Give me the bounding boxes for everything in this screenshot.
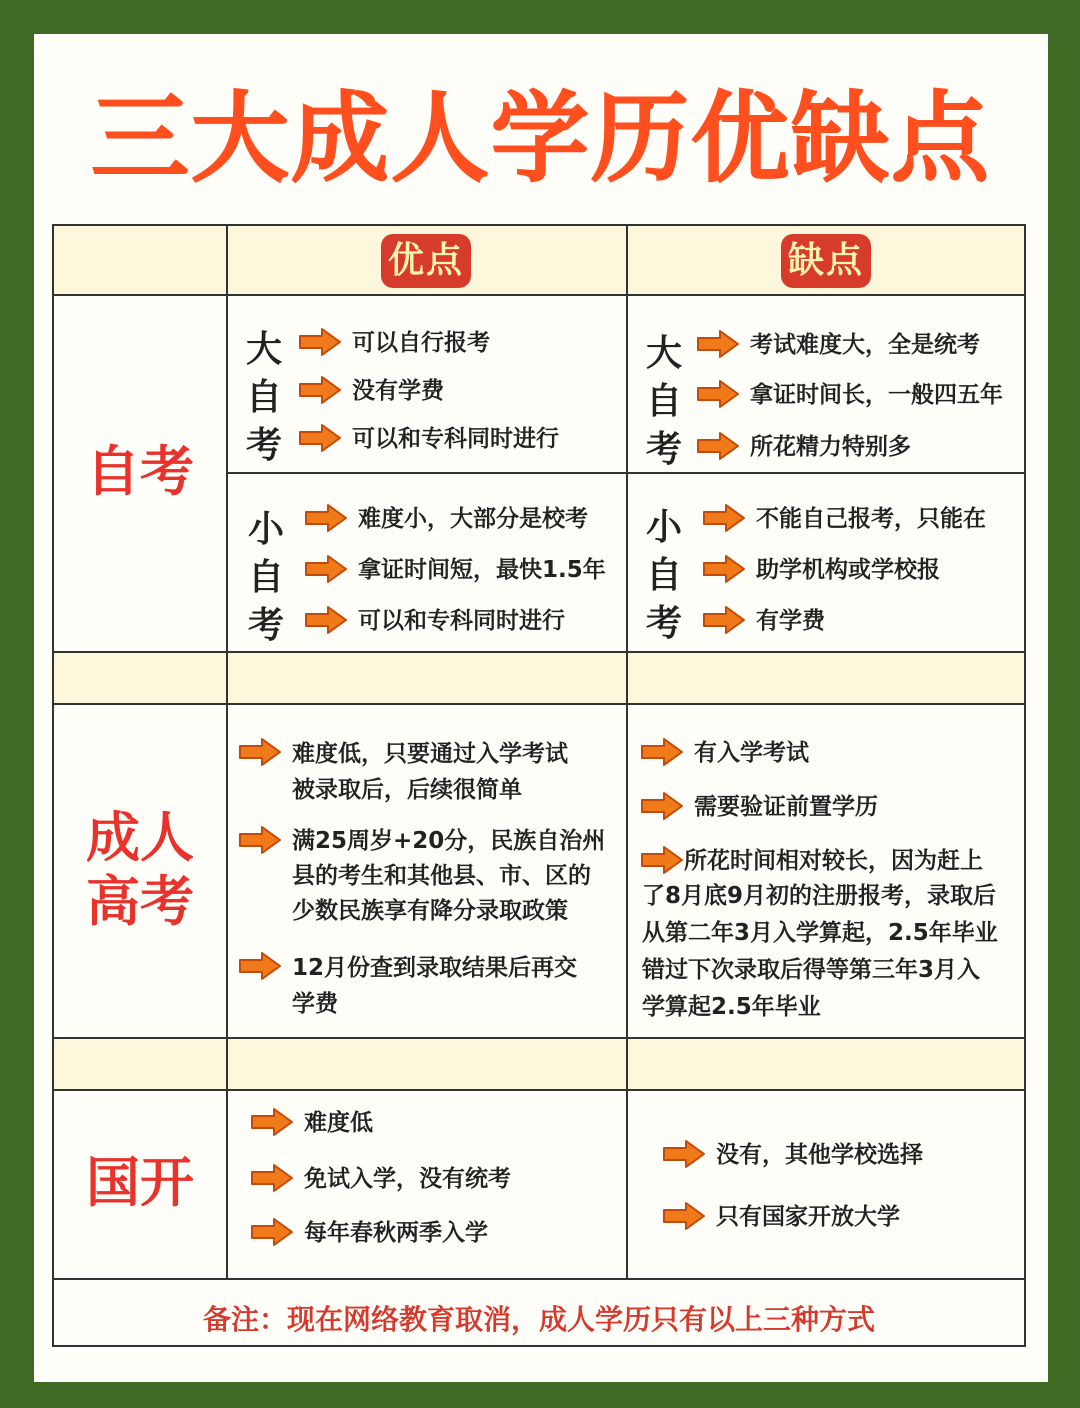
list-item: 免试入学，没有统考: [250, 1162, 511, 1196]
list-item: 可以自行报考: [298, 326, 490, 360]
list-item: 12月份查到录取结果后再交 学费: [238, 950, 577, 1022]
list-item: 只有国家开放大学: [662, 1200, 900, 1234]
spacer-band-1: [54, 653, 1024, 703]
arrow-right-icon: [640, 845, 684, 875]
arrow-right-icon: [304, 503, 348, 533]
list-item: 拿证时间长，一般四五年: [696, 378, 1003, 412]
list-item: 每年春秋两季入学: [250, 1216, 488, 1250]
arrow-right-icon: [702, 605, 746, 635]
list-item: 满25周岁+20分，民族自治州 县的考生和其他县、市、区的 少数民族享有降分录取政策: [238, 824, 605, 929]
arrow-right-icon: [238, 737, 282, 767]
row-label-guokai: 国开: [86, 1151, 194, 1214]
comparison-table: [52, 224, 1026, 1347]
list-item: 有学费: [702, 604, 825, 638]
arrow-right-icon: [298, 327, 342, 357]
list-item: 拿证时间短，最快1.5年: [304, 553, 606, 587]
list-item: 所花时间相对较长，因为赶上: [640, 844, 983, 878]
list-item: 没有，其他学校选择: [662, 1138, 923, 1172]
arrow-right-icon: [696, 379, 740, 409]
list-item: 所花精力特别多: [696, 430, 911, 464]
list-item: 可以和专科同时进行: [304, 604, 565, 638]
arrow-right-icon: [640, 737, 684, 767]
footnote: 备注：现在网络教育取消，成人学历只有以上三种方式: [202, 1303, 875, 1336]
da-zikao-label-cons: 大 自 考: [645, 333, 682, 470]
cons-header-badge: 缺点: [781, 234, 871, 288]
arrow-right-icon: [250, 1107, 294, 1137]
xiao-zikao-label-cons: 小 自 考: [645, 507, 682, 644]
arrow-right-icon: [298, 423, 342, 453]
list-item: 可以和专科同时进行: [298, 422, 559, 456]
list-item: 难度小，大部分是校考: [304, 502, 588, 536]
list-item: 需要验证前置学历: [640, 790, 878, 824]
header-band: [54, 226, 1024, 294]
arrow-right-icon: [304, 554, 348, 584]
cons-long-continuation: 了8月底9月初的注册报考，录取后 从第二年3月入学算起，2.5年毕业 错过下次录取后得等第三年3月入 学算起2.5年毕业: [642, 883, 998, 1020]
arrow-right-icon: [250, 1163, 294, 1193]
row-label-chengkao: 成人 高考: [86, 806, 194, 933]
arrow-right-icon: [702, 503, 746, 533]
arrow-right-icon: [640, 791, 684, 821]
list-item: 不能自己报考，只能在: [702, 502, 986, 536]
da-zikao-label-pros: 大 自 考: [245, 329, 282, 466]
spacer-band-2: [54, 1039, 1024, 1089]
page-title: 三大成人学历优缺点: [90, 82, 991, 196]
arrow-right-icon: [238, 951, 282, 981]
arrow-right-icon: [250, 1217, 294, 1247]
arrow-right-icon: [304, 605, 348, 635]
list-item: 有入学考试: [640, 736, 809, 770]
arrow-right-icon: [662, 1201, 706, 1231]
row-label-zikao: 自考: [86, 440, 194, 503]
arrow-right-icon: [696, 431, 740, 461]
arrow-right-icon: [662, 1139, 706, 1169]
arrow-right-icon: [298, 375, 342, 405]
arrow-right-icon: [238, 825, 282, 855]
list-item: 助学机构或学校报: [702, 553, 940, 587]
arrow-right-icon: [696, 329, 740, 359]
arrow-right-icon: [702, 554, 746, 584]
list-item: 难度低，只要通过入学考试 被录取后，后续很简单: [238, 736, 568, 808]
pros-header-badge: 优点: [381, 234, 471, 288]
list-item: 难度低: [250, 1106, 373, 1140]
list-item: 考试难度大，全是统考: [696, 328, 980, 362]
infographic-card: [34, 34, 1048, 1382]
list-item: 没有学费: [298, 374, 444, 408]
xiao-zikao-label-pros: 小 自 考: [247, 509, 284, 646]
